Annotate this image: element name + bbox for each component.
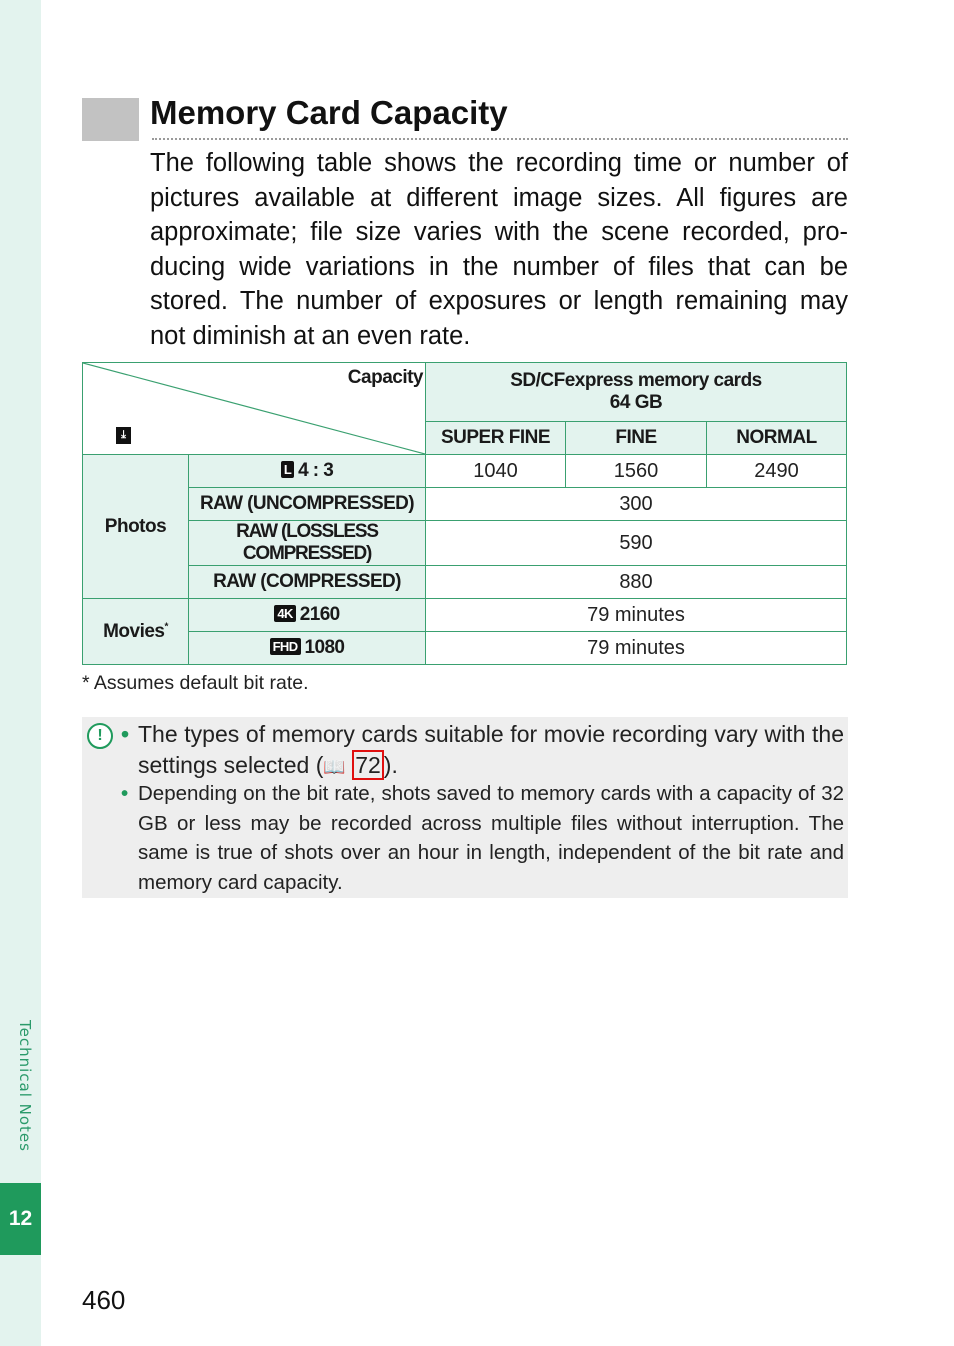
table-cell: 79 minutes (426, 599, 847, 632)
note-item (121, 779, 844, 897)
section-label: Technical Notes (16, 1020, 34, 1152)
table-row (83, 521, 847, 566)
4k-icon: 4K (274, 605, 295, 622)
raw-label: RAW (UNCOMPRESSED) (189, 488, 426, 521)
note-text-end: ). (383, 752, 398, 778)
image-size-icon: ⤓ (116, 427, 131, 444)
movie-resolution: 1080 (304, 637, 345, 658)
bullet-icon: • (121, 721, 130, 747)
photos-label: Photos (83, 455, 189, 599)
raw-label: RAW (COMPRESSED) (189, 566, 426, 599)
table-cell: 590 (426, 521, 847, 566)
fhd-icon: FHD (270, 638, 301, 655)
note-text: Depending on the bit rate, shots saved to memory cards with a capacity of 32 GB or less may be recorded across multiple files without interruption. The same is true of shots over an hour in length, independent of the bit rate and memory card capacity. (138, 782, 844, 894)
aspect-ratio-label: 4 : 3 (298, 460, 334, 481)
heading-marker (82, 98, 139, 141)
movies-label: Movies (103, 620, 165, 642)
quality-header-normal: NORMAL (707, 422, 847, 455)
table-cell: 880 (426, 566, 847, 599)
movies-label-cell (83, 599, 189, 665)
table-header-row (83, 363, 847, 422)
page-reference-link[interactable]: 72 (352, 750, 384, 780)
title-divider (152, 138, 848, 140)
table-row (83, 455, 847, 488)
table-row (83, 632, 847, 665)
size-l-icon: L (281, 461, 294, 478)
note-text: The types of memory cards suitable for movie recording vary with the settings selected ( (138, 721, 844, 778)
capacity-label: Capacity (347, 367, 423, 388)
table-row (83, 599, 847, 632)
quality-header-fine: FINE (566, 422, 707, 455)
caution-icon: ! (87, 723, 113, 749)
table-row (83, 488, 847, 521)
photo-size-l-cell (189, 455, 426, 488)
bullet-icon: • (121, 782, 129, 805)
table-footnote: * Assumes default bit rate. (82, 672, 309, 694)
table-row (83, 566, 847, 599)
quality-header-super-fine: SUPER FINE (426, 422, 566, 455)
movie-resolution: 2160 (299, 604, 340, 625)
movies-asterisk: * (164, 621, 168, 633)
book-icon: 📖 (323, 757, 346, 777)
card-size-label: 64 GB (609, 392, 663, 413)
note-item (121, 719, 844, 783)
chapter-tab[interactable]: 12 (0, 1183, 41, 1255)
table-cell: 1040 (426, 455, 566, 488)
table-cell: 1560 (566, 455, 707, 488)
caution-note-box (82, 717, 848, 898)
table-cell: 300 (426, 488, 847, 521)
intro-paragraph: The following table shows the recording time or number of pictures available at different image sizes. All figures are approximate; file size varies with the scene recorded, pro-ducing wide variations in the number of files that can be stored. The number of exposures or length remaining may not diminish at an even rate. (150, 149, 848, 350)
movie-size-cell (189, 599, 426, 632)
raw-label: RAW (LOSSLESS COMPRESSED) (189, 521, 426, 566)
page-number: 460 (82, 1285, 126, 1315)
table-cell: 79 minutes (426, 632, 847, 665)
page-title: Memory Card Capacity (150, 94, 508, 131)
card-header-cell (426, 363, 847, 422)
table-corner-cell (83, 363, 426, 455)
table-cell: 2490 (707, 455, 847, 488)
capacity-table (82, 362, 847, 665)
card-type-label: SD/CFexpress memory cards (510, 370, 762, 391)
movie-size-cell (189, 632, 426, 665)
